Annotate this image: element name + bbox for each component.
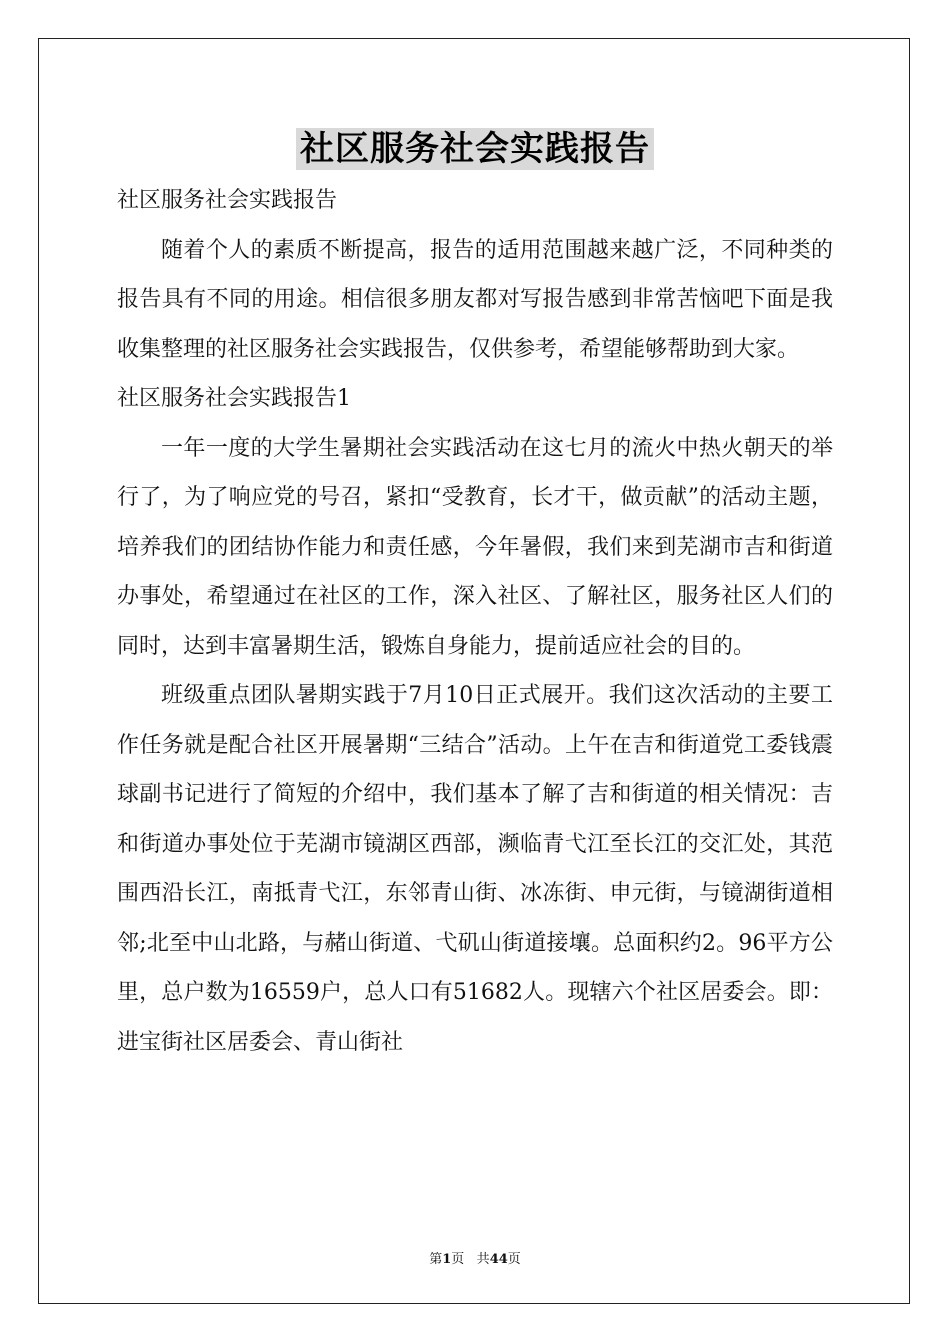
page-footer [0, 1248, 950, 1267]
footer-total-prefix: 共 [476, 1252, 490, 1267]
title-container [0, 128, 950, 170]
footer-total-suffix: 页 [507, 1252, 521, 1267]
document-subtitle: 社区服务社会实践报告 [117, 188, 338, 213]
document-title: 社区服务社会实践报告 [296, 128, 654, 170]
footer-total-pages: 44 [489, 1252, 508, 1267]
footer-page-number: 1 [442, 1252, 452, 1267]
body-paragraph-2: 班级重点团队暑期实践于7月10日正式展开。我们这次活动的主要工作任务就是配合社区开展暑期“三结合”活动。上午在吉和街道党工委钱震球副书记进行了简短的介绍中，我们基本了解了吉和街道的相关情况：吉和街道办事处位于芜湖市镜湖区西部，濒临青弋江至长江的交汇处，其范围西沿长江，南抵青弋江，东邻青山街、冰冻街、申元街，与镜湖街道相邻;北至中山北路，与赭山街道、弋矶山街道接壤。总面积约2。96平方公里，总户数为16559户，总人口有51682人。现辖六个社区居委会。即：进宝街社区居委会、青山街社 [117, 683, 833, 1055]
document-body [117, 176, 833, 1067]
body-paragraph-1: 一年一度的大学生暑期社会实践活动在这七月的流火中热火朝天的举行了，为了响应党的号召，紧扣“受教育，长才干，做贡献”的活动主题，培养我们的团结协作能力和责任感，今年暑假，我们来到芜湖市吉和街道办事处，希望通过在社区的工作，深入社区、了解社区，服务社区人们的同时，达到丰富暑期生活，锻炼自身能力，提前适应社会的目的。 [117, 435, 833, 659]
footer-page-suffix: 页 [451, 1252, 465, 1267]
intro-paragraph: 随着个人的素质不断提高，报告的适用范围越来越广泛，不同种类的报告具有不同的用途。相信很多朋友都对写报告感到非常苦恼吧下面是我收集整理的社区服务社会实践报告，仅供参考，希望能够帮助到大家。 [117, 237, 833, 362]
section-heading-1: 社区服务社会实践报告1 [117, 386, 351, 411]
footer-page-prefix: 第 [429, 1252, 443, 1267]
